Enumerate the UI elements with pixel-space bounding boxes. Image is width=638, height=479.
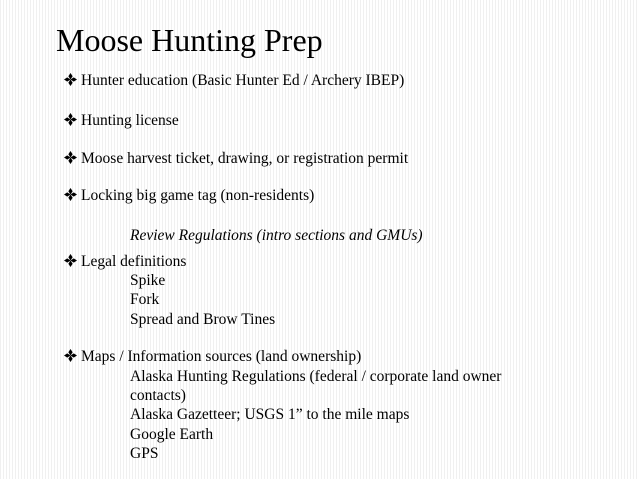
sub-item-hunting-regulations: Alaska Hunting Regulations (federal / corporate land owner [130, 368, 502, 385]
bullet-text: Locking big game tag (non-residents) [81, 187, 315, 204]
four-diamond-bullet-icon [64, 73, 77, 86]
four-diamond-bullet-icon [64, 349, 77, 362]
four-diamond-bullet-icon [64, 113, 77, 126]
sub-item-fork: Fork [130, 291, 160, 308]
sub-item-gps: GPS [130, 445, 159, 462]
bullet-item-harvest-ticket [64, 149, 408, 169]
bullet-item-locking-tag [64, 186, 314, 206]
sub-item-google-earth: Google Earth [130, 426, 214, 443]
bullet-item-hunter-education [64, 71, 404, 91]
bullet-text: Moose harvest ticket, drawing, or registration permit [81, 150, 409, 167]
four-diamond-bullet-icon [64, 254, 77, 267]
sub-item-spread-brow-tines: Spread and Brow Tines [130, 311, 276, 328]
bullet-item-hunting-license [64, 111, 179, 131]
review-regulations-note: Review Regulations (intro sections and GMUs) [130, 227, 423, 244]
bullet-item-legal-definitions [64, 252, 186, 272]
sub-item-gazetteer: Alaska Gazetteer; USGS 1” to the mile maps [130, 406, 410, 423]
bullet-item-maps-information [64, 347, 361, 367]
sub-item-spike: Spike [130, 272, 166, 289]
bullet-text: Legal definitions [81, 253, 187, 270]
bullet-text: Hunting license [81, 112, 179, 129]
bullet-text: Hunter education (Basic Hunter Ed / Archery IBEP) [81, 72, 405, 89]
sub-item-contacts: contacts) [130, 387, 186, 404]
bullet-text: Maps / Information sources (land ownership) [81, 348, 362, 365]
slide-title: Moose Hunting Prep [56, 22, 323, 58]
four-diamond-bullet-icon [64, 151, 77, 164]
four-diamond-bullet-icon [64, 188, 77, 201]
